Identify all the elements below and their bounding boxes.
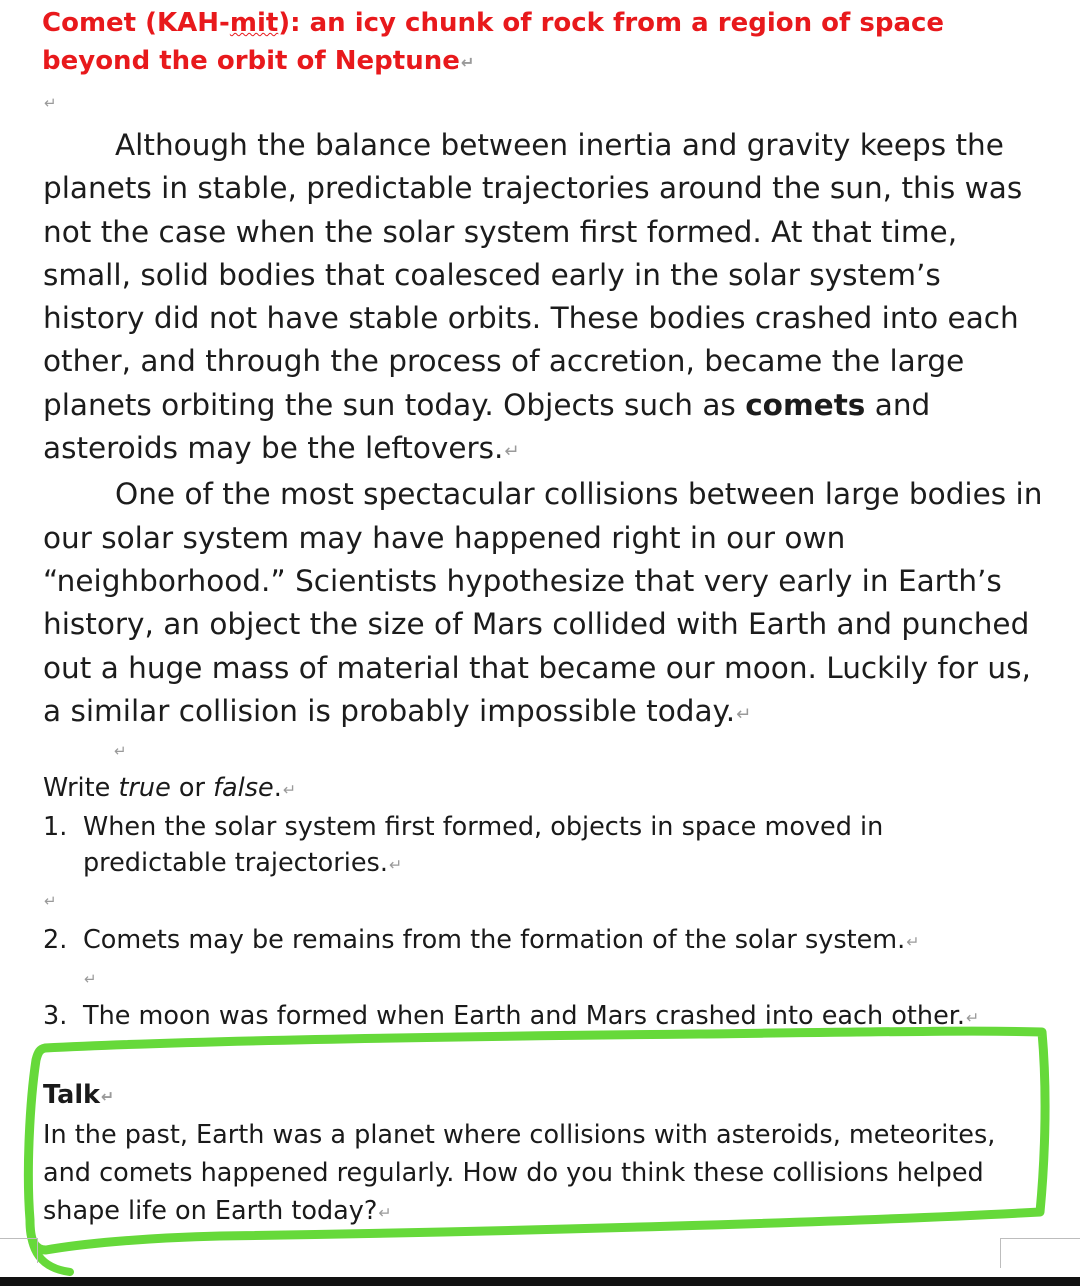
paragraph-mark: ↵ [906,932,920,952]
vocab-term-prefix: Comet (KAH- [42,8,230,38]
paragraph-mark: ↵ [44,892,57,910]
instructions-text: . [273,773,282,803]
reading-passage [43,124,1043,736]
paragraph-mark: ↵ [378,1203,392,1223]
paragraph-mark: ↵ [44,94,57,112]
talk-section [43,1076,1023,1232]
vocab-term-underlined: mit [229,8,279,38]
page-corner-mark [0,1238,38,1239]
paragraph-mark: ↵ [460,53,475,73]
question-text: Comets may be remains from the formation of the solar system. [83,925,906,955]
bold-term-comets: comets [745,387,866,422]
instructions [43,770,296,808]
passage-text: Although the balance between inertia and gravity keeps the planets in stable, predictable trajectories around the sun, this was not the case when the solar system first formed. At that time, small, solid bodies that coalesced early in the solar system’s history did not have stable orbits. These bodies crashed into each other, and through the process of accretion, became the large planets orbiting the sun today. Objects such as [43,128,1023,422]
paragraph-mark: ↵ [388,855,403,875]
paragraph-mark: ↵ [736,704,752,726]
paragraph-mark: ↵ [966,1008,980,1028]
instructions-true: true [118,773,171,803]
passage-text: and asteroids may be the leftovers. [43,387,931,466]
question-text: When the solar system first formed, objects in space moved in predictable trajectories. [83,812,884,878]
vocab-definition [42,4,1042,82]
question-text: The moon was formed when Earth and Mars crashed into each other. [83,1001,966,1031]
screen-bottom-bar [0,1277,1080,1286]
vocab-definition-text: ): an icy chunk of rock from a region of space beyond the orbit of Neptune [42,8,945,76]
talk-prompt [43,1116,1023,1232]
question-number: 3. [43,1001,68,1031]
instructions-text: or [170,773,214,803]
instructions-false: false [213,773,274,803]
talk-heading [43,1076,1023,1116]
question-item [43,998,1023,1036]
page-corner-mark [1000,1238,1080,1239]
instructions-text: Write [43,773,119,803]
passage-paragraph-1 [43,124,1043,473]
passage-paragraph-2 [43,473,1043,736]
paragraph-mark: ↵ [114,742,127,760]
page-corner-mark [37,1238,38,1263]
question-item [43,809,1023,883]
question-item [43,922,1023,960]
page-corner-mark [1000,1238,1001,1268]
question-number: 2. [43,925,68,955]
question-number: 1. [43,812,68,842]
talk-heading-text: Talk [43,1080,101,1110]
paragraph-mark: ↵ [84,970,97,988]
talk-prompt-text: In the past, Earth was a planet where collisions with asteroids, meteorites, and comets happened regularly. How do you think these collisions helped shape life on Earth today? [43,1120,996,1227]
paragraph-mark: ↵ [101,1087,115,1107]
paragraph-mark: ↵ [504,441,520,463]
paragraph-mark: ↵ [282,780,297,800]
passage-text: One of the most spectacular collisions between large bodies in our solar system may have happened right in our own “neighborhood.” Scientists hypothesize that very early in Earth’s history, an object the size of Mars collided with Earth and punched out a huge mass of material that became our moon. Luckily for us, a similar collision is probably impossible today. [43,477,1043,728]
